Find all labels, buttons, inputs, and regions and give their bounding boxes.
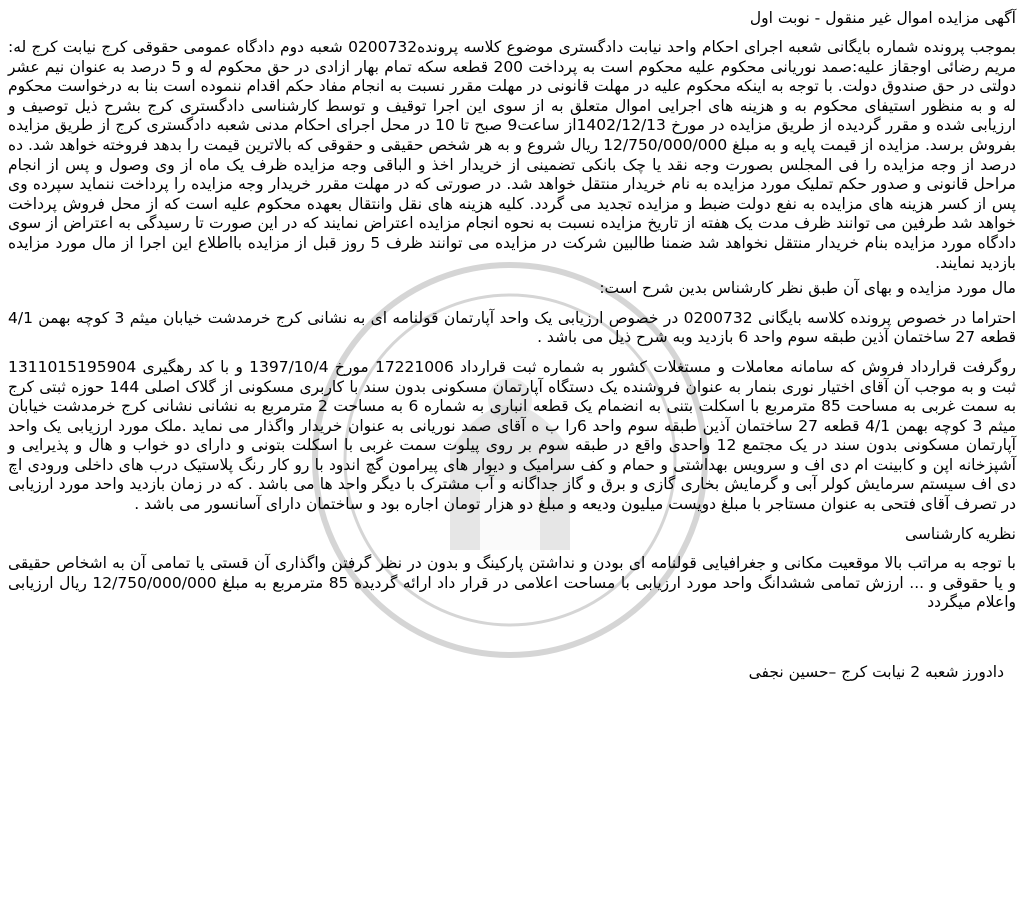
notice-content: [8, 6, 1016, 683]
description-paragraph: روگرفت قرارداد فروش که سامانه معاملات و مستغلات کشور به شماره ثبت قرارداد 17221006 مورخ 1397/10/4 و با کد رهگیری 1311015195904 ثبت و به موجب آن آقای اختیار نوری بنمار به عنوان فروشنده یک دستگاه آپارتمان مسکونی بدون سند با کاربری مسکونی از گلاک اصلی 144 حوزه ثبتی کرج به سمت غربی به مساحت 85 مترمربع با اسکلت بتنی به انضمام یک قطعه انباری به شماره 6 به مساحت 2 مترمربع به نشانی نشانی کرج خرمدشت خیابان میثم 3 کوچه بهمن 4/1 قطعه 27 ساختمان آذین طبقه سوم واحد 6را ب ه آقای صمد نوریانی به عنوان خریدار واگذار می نماید .ملک مورد ارزیابی یک واحد آپارتمان مسکونی بدون سند در یک مجتمع 12 واحدی واقع در طبقه سوم بر روی پیلوت سمت غربی با اسکلت بتونی و دارای دو خواب و هال و پذیرایی و آشپزخانه اپن و کابینت ام دی اف و سرویس بهداشتی و حمام و کف سرامیک و دیوار های پیرامون گچ اندود با رو کار رنگ پلاستیک درب های داخلی ورودی اچ دی اف سیستم سرمایش کولر آبی و گرمایش بخاری گازی و برق و گاز جداگانه و آب مشترک با دیگر واحد ها می باشد . که در زمان بازدید واحد مورد ارزیابی در تصرف آقای فتحی به عنوان مستاجر با مبلغ دویست میلیون ودیعه و مبلغ دو هزار تومان اجاره بود و ساختمان دارای آسانسور می باشد .: [8, 357, 1017, 514]
subject-heading: مال مورد مزایده و بهای آن طبق نظر کارشناس بدین شرح است:: [599, 279, 1016, 298]
intro-paragraph: بموجب پرونده شماره بایگانی شعبه اجرای احکام واحد نیابت دادگستری موضوع کلاسه پرونده0200732 شعبه دوم دادگاه عمومی حقوقی کرج نیابت کرج له: مریم رضائی اوجقاز علیه:صمد نوریانی محکوم علیه محکوم است به پرداخت 200 قطعه سکه تمام بهار ازادی در حق محکوم له و 5 درصد به عنوان نیم عشر دولتی در حق صندوق دولت. با توجه به اینکه محکوم علیه در مهلت قانونی در مهلت مقرر نسبت به انجام مفاد حکم اقدام ننموده است بنا به درخواست محکوم له و به منظور استیفای محکوم به و هزینه های اجرایی اموال متعلق به از سوی این اجرا توقیف و توسط کارشناسی دادگستری کرج بشرح ذیل توصیف و ارزیابی شده و مقرر گردیده از طریق مزایده در مورخ 1402/12/13از ساعت9 صبح تا 10 در محل اجرای احکام مدنی شعبه دادگستری کرج از طریق مزایده بفروش برسد. مزایده از قیمت پایه و به مبلغ 12/750/000/000 ریال شروع و به هر شخص حقیقی و حقوقی که بالاترین قیمت را بدهد فروخته خواهد شد. ده درصد از وجه مزایده را فی المجلس بصورت وجه نقد یا چک بانکی تضمینی از خریدار اخذ و الباقی وجه مزایده ظرف یک ماه از وی وصول و پس از انجام مراحل قانونی و صدور حکم تملیک مورد مزایده به نام خریدار منتقل خواهد شد. در صورتی که در مهلت مقرر خریدار وجه مزایده را پرداخت ننماید سپرده وی پس از کسر هزینه های مزایده به نفع دولت ضبط و مزایده تجدید می گردد. کلیه هزینه های نقل وانتقال بعهده محکوم علیه است که از محل فروش پرداخت خواهد شد طرفین می توانند ظرف مدت یک هفته از تاریخ مزایده نسبت به نحوه انجام مزایده اعتراض نمایند که در این صورت تا رسیدگی به اعتراض از سوی دادگاه مورد مزایده بنام خریدار منتقل نخواهد شد ضمنا طالبین شرکت در مزایده می توانند ظرف 5 روز قبل از مزایده بااطلاع این اجرا از مال مورد مزایده بازدید نمایند.: [8, 38, 1016, 272]
expert-paragraph: با توجه به مراتب بالا موقعیت مکانی و جغرافیایی قولنامه ای بودن و نداشتن پارکینگ و بدون در نظر گرفتن واگذاری آن قستی یا تمامی آن به اشخاص حقیقی و یا حقوقی و ... ارزش تمامی ششدانگ واحد مورد ارزیابی با مساحت اعلامی در قرار داد ارائه گردیده 85 مترمربع به مبلغ 12/750/000/000 ریال ارزیابی واعلام میگردد: [8, 554, 1016, 612]
respectfully-paragraph: احتراما در خصوص پرونده کلاسه بایگانی 0200732 در خصوص ارزیابی یک واحد آپارتمان قولنامه ای به نشانی کرج خرمدشت خیابان میثم 3 کوچه بهمن 4/1 قطعه 27 ساختمان آذین طبقه سوم واحد 6 بازدید وبه شرح ذیل می باشد .: [8, 308, 1017, 347]
expert-heading: نظریه کارشناسی: [904, 524, 1016, 543]
signature-line: دادورز شعبه 2 نیابت کرج –حسین نجفی: [748, 663, 1004, 682]
notice-title: آگهی مزایده اموال غیر منقول - نوبت اول: [749, 9, 1016, 27]
